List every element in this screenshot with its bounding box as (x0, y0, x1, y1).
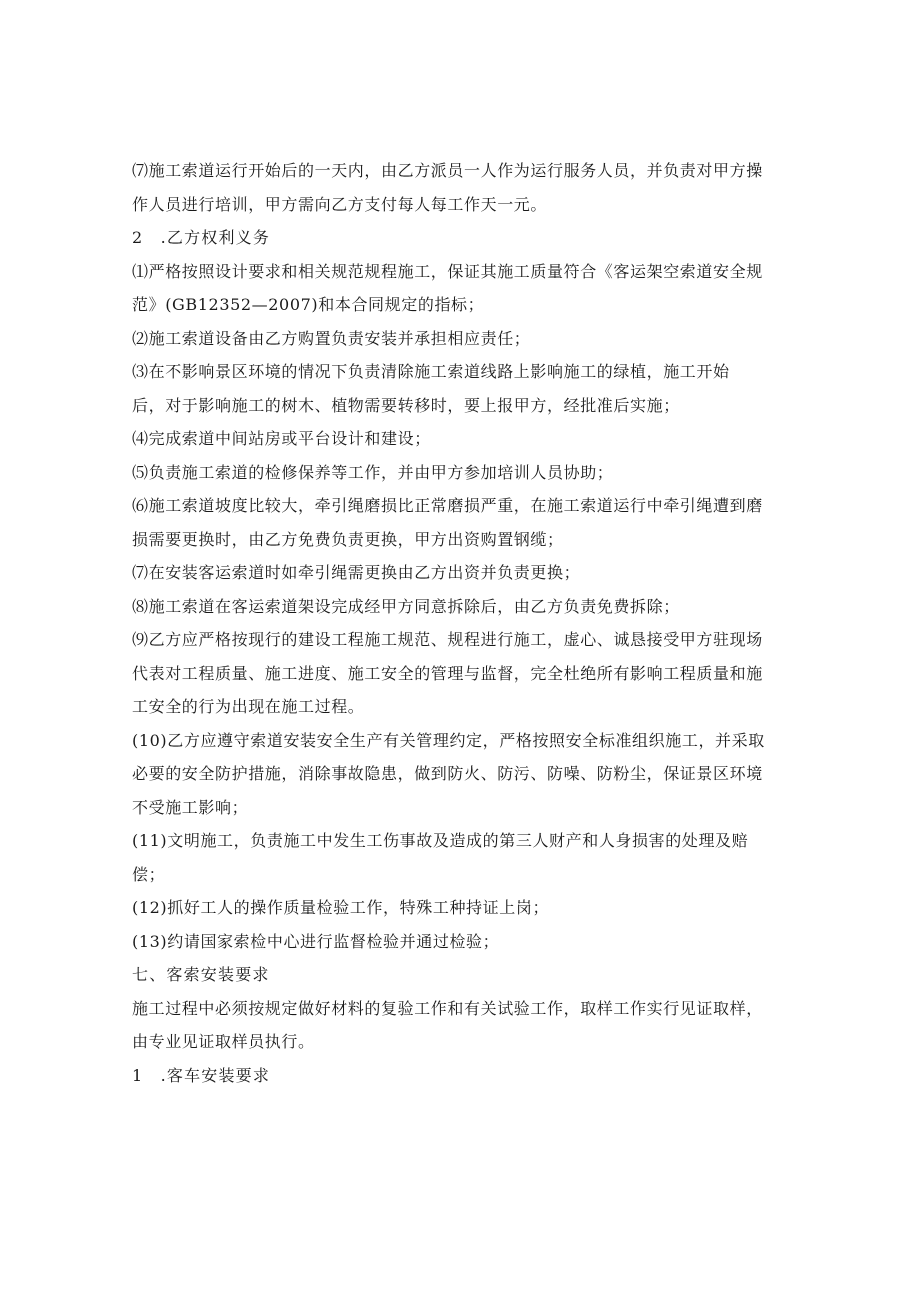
heading-text: 2 .乙方权利义务 (132, 228, 271, 247)
text-line: ⑸负责施工索道的检修保养等工作，并由甲方参加培训人员协助； (132, 462, 614, 482)
paragraph-item-6-rope-wear (132, 489, 792, 556)
paragraph-item-12-quality-inspection (132, 891, 792, 925)
text-line: 作人员进行培训，甲方需向乙方支付每人每工作天一元。 (132, 194, 548, 214)
heading-text: 1 .客车安装要求 (132, 1065, 271, 1085)
paragraph-item-11-civilized-construction (132, 824, 792, 891)
text-line: ⑴严格按照设计要求和相关规范规程施工，保证其施工质量符合《客运架空索道安全规 (132, 261, 763, 281)
section-heading-carriage-installation (132, 1059, 792, 1093)
text-line: 施工过程中必须按规定做好材料的复验工作和有关试验工作，取样工作实行见证取样， (132, 998, 763, 1018)
text-line: 不受施工影响； (132, 797, 249, 817)
text-line: (13)约请国家索检中心进行监督检验并通过检验； (132, 931, 500, 951)
text-line: 损需要更换时，由乙方免费负责更换，甲方出资购置钢缆； (132, 529, 564, 549)
text-line: ⑵施工索道设备由乙方购置负责安装并承担相应责任； (132, 328, 531, 348)
text-line: 后，对于影响施工的树木、植物需要转移时，要上报甲方，经批准后实施； (132, 395, 680, 415)
paragraph-item-3-vegetation (132, 355, 792, 422)
text-line: ⑻施工索道在客运索道架设完成经甲方同意拆除后，由乙方负责免费拆除； (132, 596, 680, 616)
heading-text: 七、客索安装要求 (132, 965, 270, 984)
paragraph-item-8-dismantle (132, 590, 792, 624)
text-line: (10)乙方应遵守索道安装安全生产有关管理约定，严格按照安全标准组织施工，并采取 (132, 730, 765, 750)
paragraph-item-7-staff-training (132, 154, 792, 221)
paragraph-item-10-safety (132, 724, 792, 825)
paragraph-item-13-national-inspection (132, 925, 792, 959)
text-line: ⑹施工索道坡度比较大，牵引绳磨损比正常磨损严重，在施工索道运行中牵引绳遭到磨 (132, 496, 763, 515)
text-line: 必要的安全防护措施，消除事故隐患，做到防火、防污、防噪、防粉尘，保证景区环境 (132, 764, 763, 783)
section-heading-party-b-rights (132, 221, 792, 255)
paragraph-item-7-rope-replacement (132, 556, 792, 590)
paragraph-material-testing (132, 992, 792, 1059)
text-line: 代表对工程质量、施工进度、施工安全的管理与监督，完全杜绝所有影响工程质量和施 (132, 663, 763, 683)
text-line: ⑶在不影响景区环境的情况下负责清除施工索道线路上影响施工的绿植，施工开始 (132, 362, 730, 381)
paragraph-item-2-equipment (132, 322, 792, 356)
text-line: (11)文明施工，负责施工中发生工伤事故及造成的第三人财产和人身损害的处理及赔 (132, 831, 749, 850)
text-line: 范》(GB12352—2007)和本合同规定的指标； (132, 295, 485, 314)
document-body (132, 154, 792, 1092)
text-line: (12)抓好工人的操作质量检验工作，特殊工种持证上岗； (132, 898, 550, 917)
paragraph-item-5-maintenance (132, 456, 792, 490)
text-line: ⑷完成索道中间站房或平台设计和建设； (132, 429, 431, 448)
text-line: ⑺施工索道运行开始后的一天内，由乙方派员一人作为运行服务人员，并负责对甲方操 (132, 161, 763, 180)
paragraph-item-1-design-compliance (132, 255, 792, 322)
text-line: 偿； (132, 864, 166, 884)
paragraph-item-4-station (132, 422, 792, 456)
text-line: ⑼乙方应严格按现行的建设工程施工规范、规程进行施工，虚心、诚恳接受甲方驻现场 (132, 630, 763, 649)
text-line: 由专业见证取样员执行。 (132, 1032, 315, 1051)
section-heading-installation-requirements (132, 958, 792, 992)
text-line: 工安全的行为出现在施工过程。 (132, 697, 365, 716)
text-line: ⑺在安装客运索道时如牵引绳需更换由乙方出资并负责更换； (132, 563, 581, 582)
paragraph-item-9-supervision (132, 623, 792, 724)
